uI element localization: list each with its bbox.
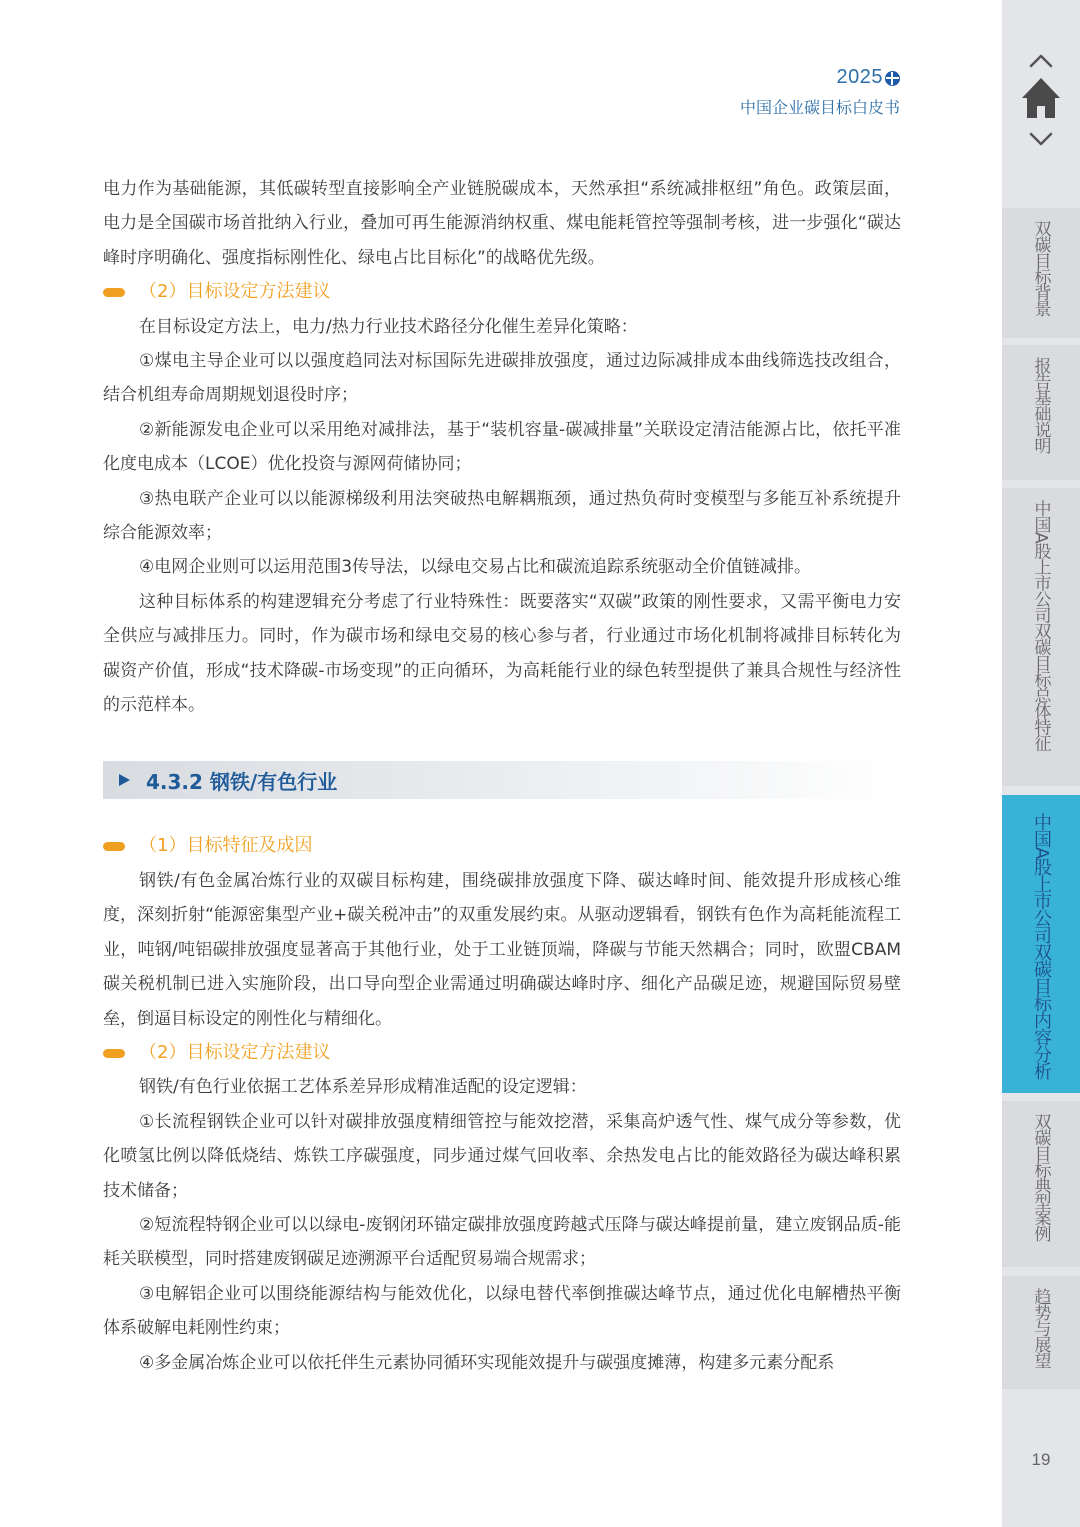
tab-typical-cases[interactable]	[1002, 1101, 1080, 1267]
report-year: 2025	[836, 66, 883, 88]
paragraph: ①长流程钢铁企业可以针对碳排放强度精细管控与能效挖潜，采集高炉透气性、煤气成分等参数，优化喷氢比例以降低烧结、炼铁工序碳强度，同步通过煤气回收率、余热发电占比的能效路径为碳达峰积累技术储备；	[103, 1111, 901, 1201]
triangle-right-icon	[119, 774, 130, 786]
subheading-features	[103, 829, 901, 863]
page-header	[740, 66, 900, 118]
paragraph: 钢铁/有色行业依据工艺体系差异形成精准适配的设定逻辑：	[139, 1077, 587, 1098]
tab-label: 双碳目标背景	[1030, 220, 1051, 316]
page-number: 19	[1031, 1450, 1051, 1469]
tab-report-basics[interactable]	[1002, 345, 1080, 480]
section-title: 4.3.2 钢铁/有色行业	[146, 769, 338, 794]
paragraph: ④多金属冶炼企业可以依托伴生元素协同循环实现能效提升与碳强度摊薄，构建多元素分配系	[139, 1352, 835, 1373]
chapter-sidebar	[1002, 0, 1080, 1527]
home-icon[interactable]	[1022, 78, 1060, 118]
tab-content-analysis[interactable]	[1002, 795, 1080, 1093]
page-navigation	[1002, 46, 1080, 156]
bullet-bar-icon	[103, 1049, 125, 1058]
paragraph: ③电解铝企业可以围绕能源结构与能效优化，以绿电替代率倒推碳达峰节点，通过优化电解槽热平衡体系破解电耗刚性约束；	[103, 1283, 901, 1339]
subheading-text: （2）目标设定方法建议	[139, 1041, 331, 1063]
paragraph: ③热电联产企业可以以能源梯级利用法突破热电解耦瓶颈，通过热负荷时变模型与多能互补系统提升综合能源效率；	[103, 488, 901, 544]
paragraph: ②短流程特钢企业可以以绿电-废钢闭环锚定碳排放强度跨越式压降与碳达峰提前量，建立废钢品质-能耗关联模型，同时搭建废钢碳足迹溯源平台适配贸易端合规需求；	[103, 1214, 901, 1270]
section-heading	[103, 761, 901, 799]
subheading-method	[103, 1036, 901, 1070]
tab-label: 报告基础说明	[1030, 357, 1051, 453]
tab-overall-features[interactable]	[1002, 488, 1080, 786]
year-row	[740, 66, 900, 89]
globe-icon	[885, 71, 900, 86]
tab-dual-carbon-background[interactable]	[1002, 208, 1080, 338]
subheading-method	[103, 275, 901, 309]
paragraph: 在目标设定方法上，电力/热力行业技术路径分化催生差异化策略：	[139, 316, 638, 337]
paragraph: ④电网企业则可以运用范围3传导法，以绿电交易占比和碳流追踪系统驱动全价值链减排。	[139, 557, 812, 578]
subheading-text: （2）目标设定方法建议	[139, 281, 331, 303]
tab-trends-outlook[interactable]	[1002, 1276, 1080, 1389]
paragraph: ②新能源发电企业可以采用绝对减排法，基于“装机容量-碳减排量”关联设定清洁能源占比，依托平准化度电成本（LCOE）优化投资与源网荷储协同；	[103, 419, 901, 475]
paragraph: 这种目标体系的构建逻辑充分考虑了行业特殊性：既要落实“双碳”政策的刚性要求，又需平衡电力安全供应与减排压力。同时，作为碳市场和绿电交易的核心参与者，行业通过市场化机制将减排目标转化为碳资产价值，形成“技术降碳-市场变现”的正向循环，为高耗能行业的绿色转型提供了兼具合规性与经济性的示范样本。	[103, 591, 901, 716]
intro-paragraph: 电力作为基础能源，其低碳转型直接影响全产业链脱碳成本，天然承担“系统减排枢纽”角色。政策层面，电力是全国碳市场首批纳入行业，叠加可再生能源消纳权重、煤电能耗管控等强制考核，进一步强化“碳达峰时序明确化、强度指标刚性化、绿电占比目标化”的战略优先级。	[103, 179, 901, 268]
tab-label: 双碳目标典型案例	[1030, 1113, 1051, 1241]
bullet-bar-icon	[103, 288, 125, 297]
subheading-text: （1）目标特征及成因	[139, 835, 313, 857]
bullet-bar-icon	[103, 842, 125, 851]
document-title: 中国企业碳目标白皮书	[739, 98, 900, 117]
chevron-down-icon[interactable]	[1031, 134, 1051, 144]
paragraph: ①煤电主导企业可以以强度趋同法对标国际先进碳排放强度，通过边际减排成本曲线筛选技改组合，结合机组寿命周期规划退役时序；	[103, 351, 901, 406]
tab-label: 中国A股上市公司双碳目标总体特征	[1030, 500, 1051, 751]
chevron-up-icon[interactable]	[1031, 56, 1051, 66]
page-content	[103, 172, 901, 1380]
nav-icons	[1002, 46, 1080, 156]
tab-label: 趋势与展望	[1030, 1288, 1051, 1368]
paragraph: 钢铁/有色金属冶炼行业的双碳目标构建，围绕碳排放强度下降、碳达峰时间、能效提升形成核心维度，深刻折射“能源密集型产业+碳关税冲击”的双重发展约束。从驱动逻辑看，钢铁有色作为高耗能流程工业，吨钢/吨铝碳排放强度显著高于其他行业，处于工业链顶端，降碳与节能天然耦合；同时，欧盟CBAM碳关税机制已进入实施阶段，出口导向型企业需通过明确碳达峰时序、细化产品碳足迹，规避国际贸易壁垒，倒逼目标设定的刚性化与精细化。	[103, 870, 901, 1029]
tab-label: 中国A股上市公司双碳目标内容分析	[1031, 813, 1052, 1080]
